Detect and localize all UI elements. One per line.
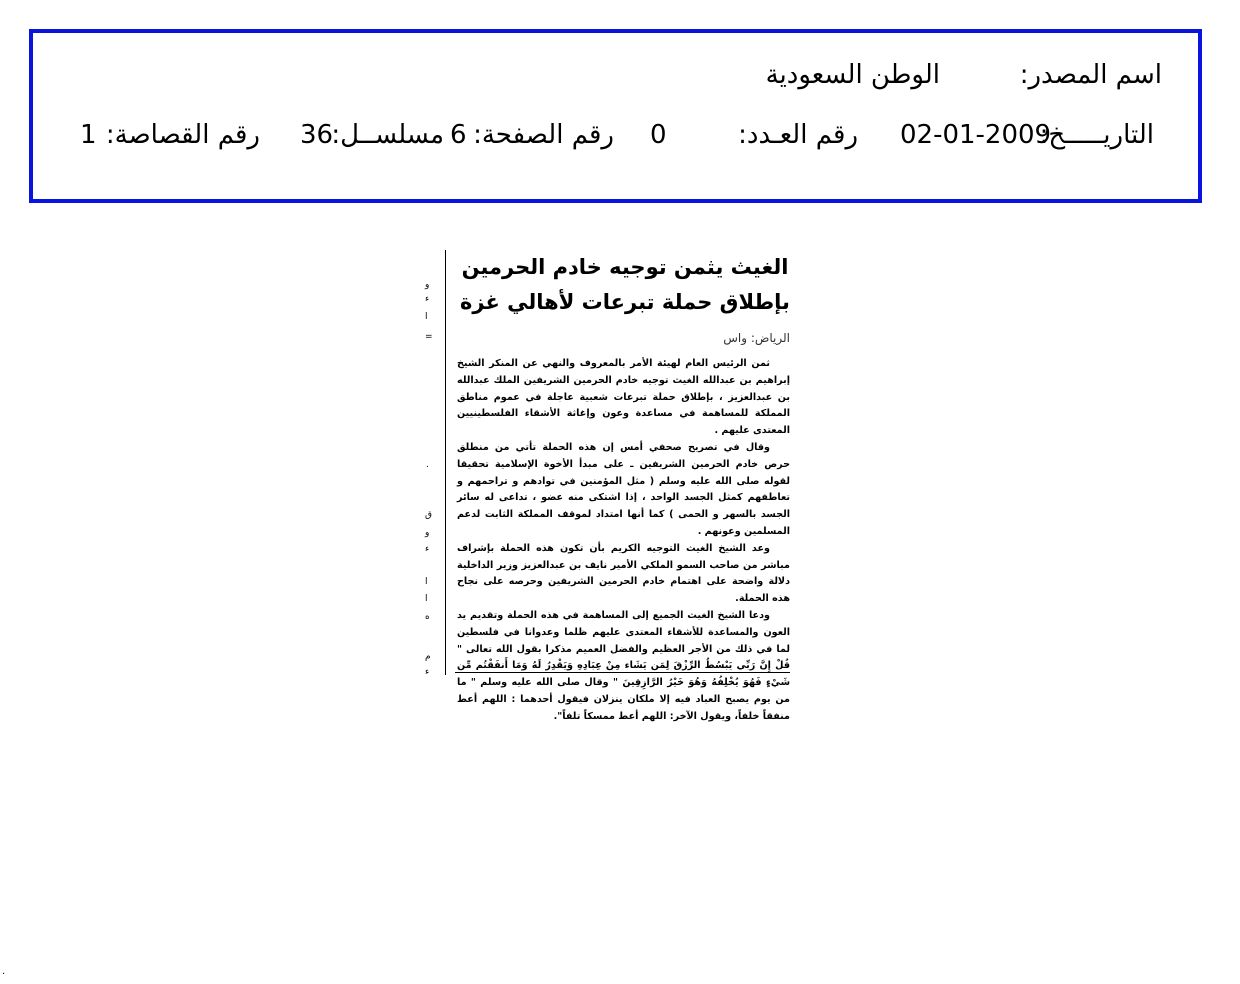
article-bottom-rule: [455, 672, 790, 673]
clip-number-value: 1: [80, 120, 97, 150]
paragraph-4: ودعا الشيخ الغيث الجميع إلى المساهمة في هذه الحملة وتقديم يد العون والمساعدة للأشقاء المعتدى عليهم ظلما وعدوانا في فلسطين لما في ذلك من الأجر العظيم والفضل العميم مذكرا بقول الله تعالى " قُلْ إِنَّ رَبِّي يَبْسُطُ الرِّزْقَ لِمَن يَشَاء مِنْ عِبَادِهِ وَيَقْدِرُ لَهُ وَمَا أَنفَقْتُم مِّن شَيْءٍ فَهُوَ يُخْلِفُهُ وَهُوَ خَيْرُ الرَّازِقِينَ " وقال صلى الله عليه وسلم " ما من يوم يصبح العباد فيه إلا ملكان ينزلان فيقول أحدهما : اللهم أعط منفقاً خلفاً، ويقول الآخر: اللهم أعط ممسكاً تلفاً".: [457, 609, 790, 722]
article-body: [457, 356, 790, 726]
article-dateline: الرياض: واس: [723, 331, 790, 345]
clip-number-label: رقم القصاصة:: [105, 120, 260, 150]
article-headline: [460, 250, 790, 320]
date-value: 02-01-2009: [900, 120, 1052, 150]
issue-value: 0: [650, 120, 667, 150]
column-rule: [445, 250, 446, 675]
issue-label: رقم العـدد:: [738, 120, 858, 150]
paragraph-3: وعد الشيخ الغيث التوجيه الكريم بأن تكون هذه الحملة بإشراف مباشر من صاحب السمو الملكي الأمير نايف بن عبدالعزيز وزير الداخلية دلالة واضحة على اهتمام خادم الحرمين الشريفين وحرصه على نجاح هذه الحملة.: [457, 542, 790, 605]
page-value: 6: [450, 120, 467, 150]
headline-line-2: بإطلاق حملة تبرعات لأهالي غزة: [460, 290, 790, 314]
corner-mark: .: [2, 966, 6, 977]
serial-label: مسلســل:: [331, 120, 444, 150]
clipping-header-box: [29, 29, 1202, 203]
source-value: الوطن السعودية: [765, 60, 940, 90]
date-label: التاريـــــخ:: [1039, 120, 1154, 150]
headline-line-1: الغيث يثمن توجيه خادم الحرمين: [461, 255, 789, 279]
paragraph-1: ثمن الرئيس العام لهيئة الأمر بالمعروف والنهي عن المنكر الشيخ إبراهيم بن عبدالله الغيث توجيه خادم الحرمين الشريفين الملك عبدالله بن عبدالعزيز ، بإطلاق حملة تبرعات شعبية عاجلة في عموم مناطق المملكة للمساهمة في مساعدة وعون وإغاثة الأشقاء الفلسطينيين المعتدى عليهم .: [457, 358, 790, 437]
article-clipping: و ء ا = ٠ ق و ء ا ا ه م ء الغيث يثمن توجيه خادم الحرمين بإطلاق حملة تبرعات لأهالي غزة الرياض: واس ثمن الرئيس العام لهيئة الأمر بالمعروف والنهي عن المنكر الشيخ إبراهيم بن عبدالله الغيث توجيه خادم الحرمين الشريفين الملك عبدالله بن عبدالعزيز ، بإطلاق حملة تبرعات شعبية عاجلة في عموم مناطق المملكة للمساهمة في مساعدة وعون وإغاثة الأشقاء الفلسطينيين المعتدى عليهم . وقال في تصريح صحفي أمس إن هذه الحملة تأتي من منطلق حرص خادم الحرمين الشريفين ـ على مبدأ الأخوة الإسلامية تحقيقا لقوله صلى الله عليه وسلم ( مثل المؤمنين في توادهم و تراحمهم و تعاطفهم كمثل الجسد الواحد ، إذا اشتكى منه عضو ، تداعى له سائر الجسد بالسهر و الحمى ) كما أنها امتداد لموقف المملكة الثابت لدعم المسلمين وعونهم . وعد الشيخ الغيث التوجيه الكريم بأن تكون هذه الحملة بإشراف مباشر من صاحب السمو الملكي الأمير نايف بن عبدالعزيز وزير الداخلية دلالة واضحة على اهتمام خادم الحرمين الشريفين وحرصه على نجاح هذه الحملة. ودعا الشيخ الغيث الجميع إلى المساهمة في هذه الحملة وتقديم يد العون والمساعدة للأشقاء المعتدى عليهم ظلما وعدوانا في فلسطين لما في ذلك من الأجر العظيم والفضل العميم مذكرا بقول الله تعالى " قُلْ إِنَّ رَبِّي يَبْسُطُ الرِّزْقَ لِمَن يَشَاء مِنْ عِبَادِهِ وَيَقْدِرُ لَهُ وَمَا أَنفَقْتُم مِّن شَيْءٍ فَهُوَ يُخْلِفُهُ وَهُوَ خَيْرُ الرَّازِقِينَ " وقال صلى الله عليه وسلم " ما من يوم يصبح العباد فيه إلا ملكان ينزلان فيقول أحدهما : اللهم أعط منفقاً خلفاً، ويقول الآخر: اللهم أعط ممسكاً تلفاً".: [420, 245, 795, 677]
page-label: رقم الصفحة:: [473, 120, 614, 150]
paragraph-2: وقال في تصريح صحفي أمس إن هذه الحملة تأتي من منطلق حرص خادم الحرمين الشريفين ـ على مبدأ الأخوة الإسلامية تحقيقا لقوله صلى الله عليه وسلم ( مثل المؤمنين في توادهم و تراحمهم و تعاطفهم كمثل الجسد الواحد ، إذا اشتكى منه عضو ، تداعى له سائر الجسد بالسهر و الحمى ) كما أنها امتداد لموقف المملكة الثابت لدعم المسلمين وعونهم .: [457, 441, 790, 537]
source-label: اسم المصدر:: [1019, 60, 1162, 90]
serial-value: 36: [300, 120, 334, 150]
